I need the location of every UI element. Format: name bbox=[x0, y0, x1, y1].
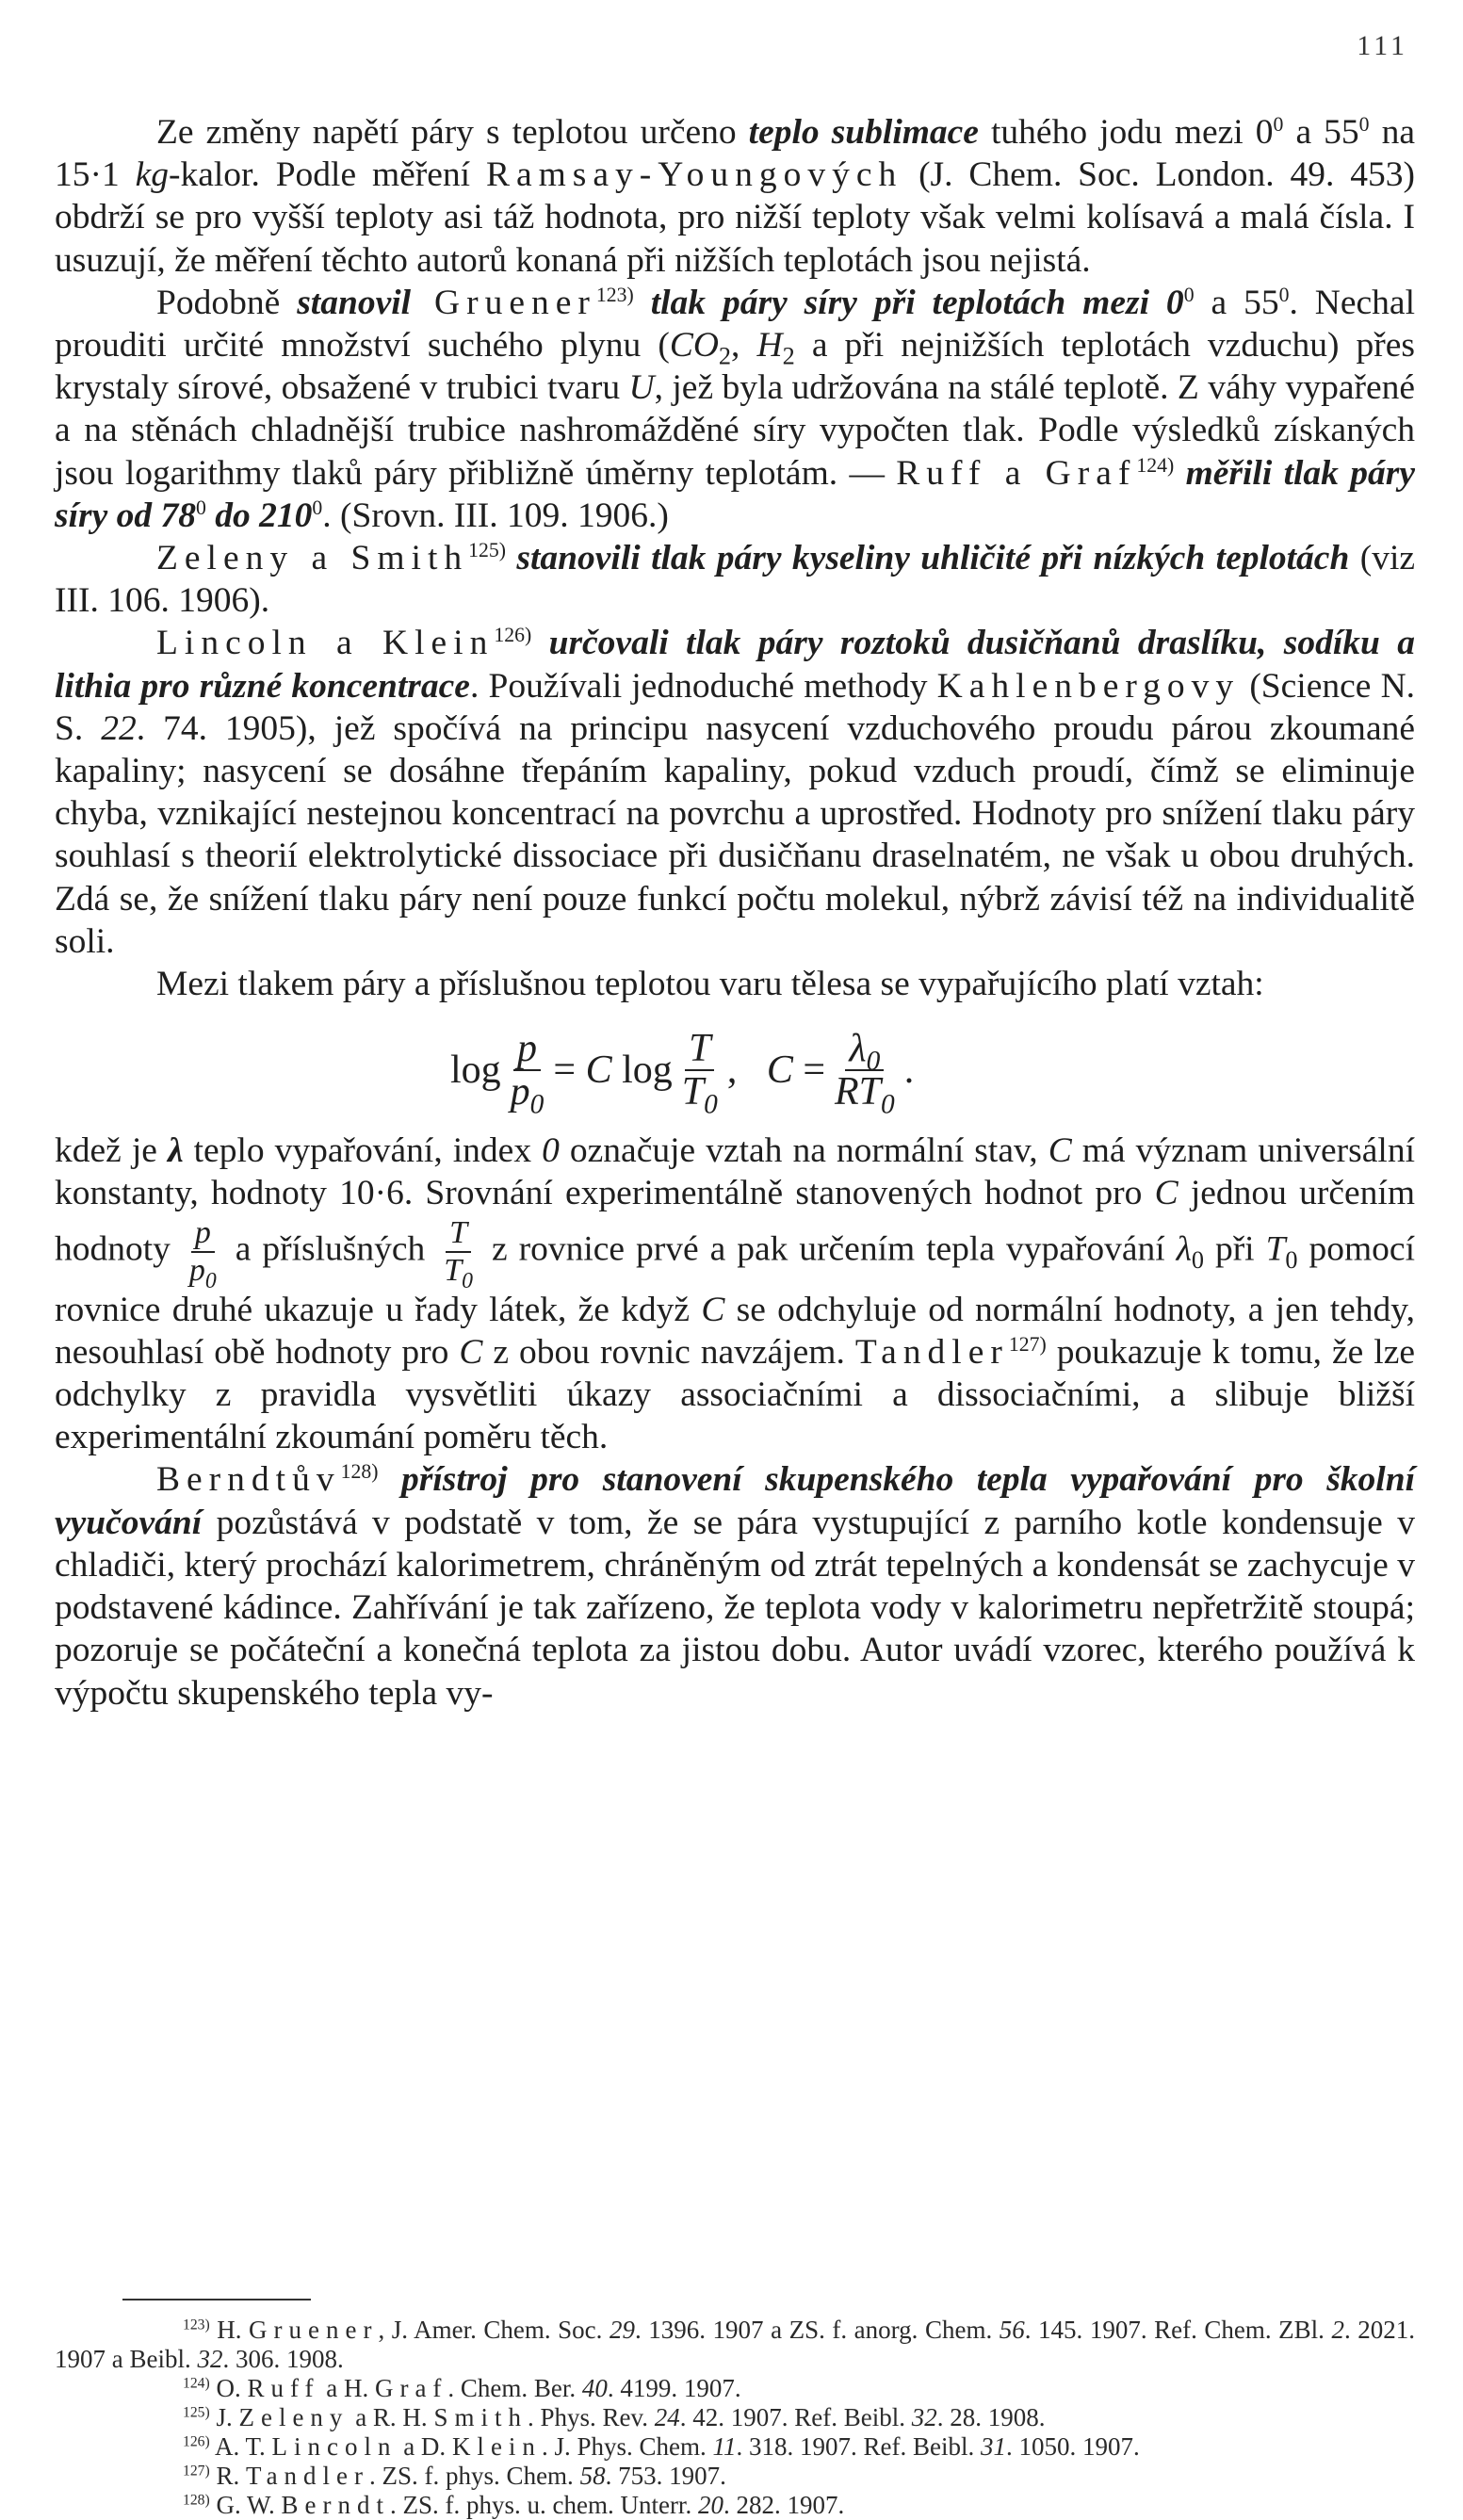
fraction-lambda0-over-RT0: $\frac{\lambda_0}{RT_0}$ bbox=[835, 1027, 895, 1120]
paragraph-relation-intro: Mezi tlakem páry a příslušnou teplotou varu tělesa se vypařujícího platí vztah: bbox=[156, 965, 1264, 1004]
paragraph-constant-c: kdež je λ teplo vypařování, index 0 označuje vztah na normální stav, C má význam universální konstanty, hodnoty 10·6. Srovnání experimentálně stanovených hodnot pro C jednou určením hodnoty $\frac{p}{p_0}$ a příslušných $\frac{T}{T_0}$ z rovnice prvé a pak určením tepla vypařování $\lambda_0$ při $T_0$ pomocí rovnice druhé ukazuje u řady látek, že když C se odchyluje od normální hodnoty, a jen tehdy, nesouhlasí obě hodnoty pro C z obou rovnic navzájem. Tandler$^{127)}$ poukazuje k tomu, že lze odchylky z pravidla vysvětliti úkazy associačními a dissociačními, a slibuje bližší experimentální zkoumání poměru těch. bbox=[55, 1131, 1415, 1457]
footnotes bbox=[55, 2316, 1415, 2520]
footnote-127: $^{127)}$ R. Tandler. ZS. f. phys. Chem. 58. 753. 1907. bbox=[183, 2462, 726, 2490]
paragraph-sublimation: Ze změny napětí páry s teplotou určeno teplo sublimace tuhého jodu mezi $0^0$ a $55^0$ na 15·1 kg-kalor. Podle měření Ramsay-Youngových (J. Chem. Soc. London. 49. 453) obdrží se pro vyšší teploty asi táž hodnota, pro nižší teploty však velmi kolísavá a malá čísla. I usuzují, že měření těchto autorů konaná při nižších teplotách jsou nejistá. bbox=[55, 112, 1415, 280]
footnote-divider bbox=[122, 2299, 311, 2301]
inline-fraction-p-p0: $\frac{p}{p_0}$ bbox=[188, 1214, 217, 1293]
main-text bbox=[55, 111, 1415, 1715]
footnote-123: $^{123)}$ H. Gruener, J. Amer. Chem. Soc. 29. 1396. 1907 a ZS. f. anorg. Chem. 56. 145. 1907. Ref. Chem. ZBl. 2. 2021. 1907 a Beibl. 32. 306. 1908. bbox=[55, 2316, 1416, 2373]
fraction-p-over-p0: $\frac{p}{p_0}$ bbox=[510, 1027, 545, 1120]
vapor-pressure-formula: log $\frac{p}{p_0}$ = C log $\frac{T}{T_0}$ , C = $\frac{\lambda_0}{RT_0}$ . bbox=[450, 1027, 915, 1120]
paragraph-berndt: Berndtův$^{128)}$ přístroj pro stanovení skupenského tepla vypařování pro školní vyučování pozůstává v podstatě v tom, že se pára vystupující z parního kotle kondensuje v chladiči, který prochází kalorimetrem, chráněným od ztrát tepelných a kondensát se zachycuje v podstavené kádince. Zahřívání je tak zařízeno, že teplota vody v kalorimetru nepřetržitě stoupá; pozoruje se počáteční a konečná teplota za jistou dobu. Autor uvádí vzorec, kterého používá k výpočtu skupenského tepla vy- bbox=[55, 1460, 1415, 1713]
paragraph-zeleny-smith: Zeleny a Smith$^{125)}$ stanovili tlak páry kyseliny uhličité při nízkých teplotách (viz III. 106. 1906). bbox=[55, 538, 1416, 621]
footnote-125: $^{125)}$ J. Zeleny a R. H. Smith. Phys. Rev. 24. 42. 1907. Ref. Beibl. 32. 28. 1908. bbox=[183, 2403, 1046, 2431]
footnote-128: $^{128)}$ G. W. Berndt. ZS. f. phys. u. chem. Unterr. 20. 282. 1907. bbox=[183, 2491, 845, 2519]
paragraph-gruener: Podobně stanovil Gruener$^{123)}$ tlak páry síry při teplotách mezi $0^0$ a $55^0$. Nechal prouditi určité množství suchého plynu ($CO_2$, $H_2$ a při nejnižších teplotách vzduchu) přes krystaly sírové, obsažené v trubici tvaru U, jež byla udržována na stálé teplotě. Z váhy vypařené a na stěnách chladnější trubice nashromážděné síry vypočten tlak. Podle výsledků získaných jsou logarithmy tlaků páry přibližně úměrny teplotám. — Ruff a Graf$^{124)}$ měřili tlak páry síry od $78^0$ do $210^0$. (Srovn. III. 109. 1906.) bbox=[55, 283, 1416, 535]
page-number: 111 bbox=[1357, 30, 1408, 61]
paragraph-lincoln-klein: Lincoln a Klein$^{126)}$ určovali tlak páry roztoků dusičňanů draslíku, sodíku a lithia pro různé koncentrace. Používali jednoduché methody Kahlenbergovy (Science N. S. 22. 74. 1905), jež spočívá na principu nasycení vzduchového proudu párou zkoumané kapaliny; nasycení se dosáhne třepáním kapaliny, pokud vzduch proudí, čímž se eliminuje chyba, vznikající nestejnou koncentrací na povrchu a uprostřed. Hodnoty pro snížení tlaku páry souhlasí s theorií elektrolytické dissociace při dusičňanu draselnatém, ne však u obou druhých. Zdá se, že snížení tlaku páry není pouze funkcí počtu molekul, nýbrž závisí též na individualitě soli. bbox=[55, 624, 1416, 961]
fraction-T-over-T0: $\frac{T}{T_0}$ bbox=[681, 1027, 718, 1120]
inline-fraction-T-T0: $\frac{T}{T_0}$ bbox=[444, 1214, 474, 1293]
footnote-126: $^{126)}$ A. T. Lincoln a D. Klein. J. Phys. Chem. 11. 318. 1907. Ref. Beibl. 31. 1050. 1907. bbox=[183, 2432, 1140, 2461]
footnote-124: $^{124)}$ O. Ruff a H. Graf. Chem. Ber. 40. 4199. 1907. bbox=[183, 2374, 741, 2402]
